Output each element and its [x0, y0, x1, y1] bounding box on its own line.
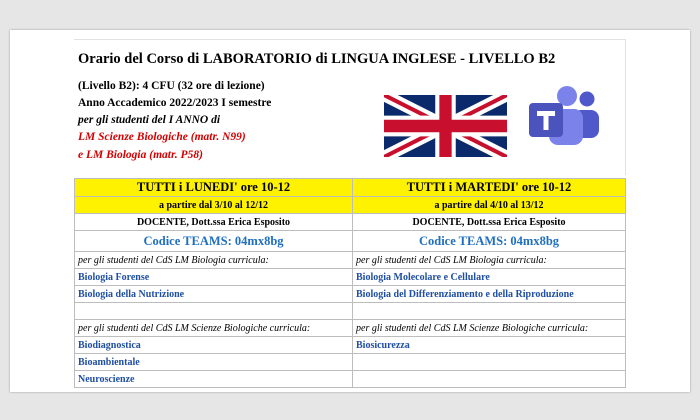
- header-border-right: [625, 39, 626, 175]
- table-row: [75, 303, 626, 320]
- empty-cell: [353, 354, 626, 371]
- tuesday-heading: TUTTI i MARTEDI' ore 10-12: [353, 179, 626, 197]
- tuesday-group2-label: per gli studenti del CdS LM Scienze Biologiche curricula:: [353, 320, 626, 337]
- table-row: [75, 197, 626, 214]
- course-biologia-nutrizione: Biologia della Nutrizione: [75, 286, 353, 303]
- monday-teacher: DOCENTE, Dott.ssa Erica Esposito: [75, 214, 353, 231]
- tuesday-dates: a partire dal 4/10 al 13/12: [353, 197, 626, 214]
- monday-group1-label: per gli studenti del CdS LM Biologia curricula:: [75, 252, 353, 269]
- table-row: [75, 337, 626, 354]
- table-row: [75, 286, 626, 303]
- monday-dates: a partire dal 3/10 al 12/12: [75, 197, 353, 214]
- degree-program-2: e LM Biologia (matr. P58): [78, 149, 203, 161]
- monday-heading: TUTTI i LUNEDI' ore 10-12: [75, 179, 353, 197]
- tuesday-teams-code[interactable]: Codice TEAMS: 04mx8bg: [353, 231, 626, 252]
- table-row: [75, 179, 626, 197]
- degree-program-1: LM Scienze Biologiche (matr. N99): [78, 131, 246, 143]
- table-row: [75, 320, 626, 337]
- course-title: Orario del Corso di LABORATORIO di LINGUA INGLESE - LIVELLO B2: [78, 51, 556, 67]
- uk-flag-icon: [384, 95, 507, 157]
- empty-cell: [75, 303, 353, 320]
- monday-group2-label: per gli studenti del CdS LM Scienze Biologiche curricula:: [75, 320, 353, 337]
- monday-teams-code[interactable]: Codice TEAMS: 04mx8bg: [75, 231, 353, 252]
- table-row: [75, 214, 626, 231]
- course-biologia-differenziamento: Biologia del Differenziamento e della Riproduzione: [353, 286, 626, 303]
- course-biologia-molecolare: Biologia Molecolare e Cellulare: [353, 269, 626, 286]
- table-row: [75, 231, 626, 252]
- table-row: [75, 269, 626, 286]
- target-students-text: per gli studenti del I ANNO di: [78, 114, 221, 126]
- level-credits-text: (Livello B2): 4 CFU (32 ore di lezione): [78, 80, 265, 92]
- schedule-table: [74, 178, 626, 388]
- table-row: [75, 371, 626, 388]
- course-biologia-forense: Biologia Forense: [75, 269, 353, 286]
- table-row: [75, 252, 626, 269]
- empty-cell: [353, 303, 626, 320]
- tuesday-group1-label: per gli studenti del CdS LM Biologia curricula:: [353, 252, 626, 269]
- table-row: [75, 354, 626, 371]
- tuesday-teacher: DOCENTE, Dott.ssa Erica Esposito: [353, 214, 626, 231]
- empty-cell: [353, 371, 626, 388]
- course-neuroscienze: Neuroscienze: [75, 371, 353, 388]
- course-biodiagnostica: Biodiagnostica: [75, 337, 353, 354]
- header-border-top: [74, 39, 625, 40]
- course-biosicurezza: Biosicurezza: [353, 337, 626, 354]
- academic-year-text: Anno Accademico 2022/2023 I semestre: [78, 97, 272, 109]
- course-bioambientale: Bioambientale: [75, 354, 353, 371]
- microsoft-teams-icon: [527, 85, 601, 150]
